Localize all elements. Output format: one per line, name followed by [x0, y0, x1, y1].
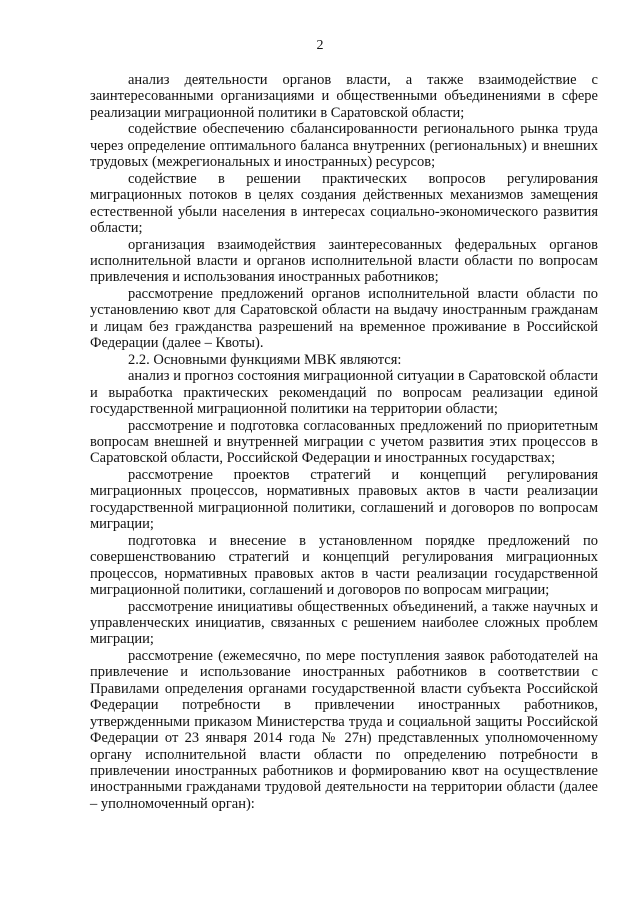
paragraph-forecast: анализ и прогноз состояния миграционной ситуации в Саратовской области и выработка практических рекомендаций по вопросам реализации единой государственной миграционной политики на территории области; [90, 368, 598, 418]
paragraph-labor-market: содействие обеспечению сбалансированности регионального рынка труда через определение оптимального баланса внутренних (региональных) и внешних трудовых (межрегиональных и иностранных) ресурсов; [90, 121, 598, 171]
paragraph-quotas: рассмотрение предложений органов исполнительной власти области по установлению квот для Саратовской области на выдачу иностранным гражданам и лицам без гражданства разрешений на временное проживание в Российской Федерации (далее – Квоты). [90, 285, 598, 352]
paragraph-initiatives: рассмотрение инициативы общественных объединений, а также научных и управленческих инициатив, связанных с решением наиболее сложных проблем миграции; [90, 598, 598, 648]
paragraph-monthly-review: рассмотрение (ежемесячно, по мере поступления заявок работодателей на привлечение и использование иностранных работников в соответствии с Правилами определения органами государственной власти субъекта Российской Федерации потребности в привлечении иностранных работников, утвержденными приказом Министерства труда и социальной защиты Российской Федерации от 23 января 2014 года № 27н) представленных уполномоченному органу исполнительной власти области по определению потребности в привлечении иностранных работников и формированию квот на осуществление иностранными гражданами трудовой деятельности на территории области (далее – уполномоченный орган): [90, 647, 598, 812]
paragraph-strategies: рассмотрение проектов стратегий и концепций регулирования миграционных процессов, нормативных правовых актов в части реализации государственной миграционной политики, соглашений и договоров по вопросам миграции; [90, 466, 598, 533]
section-heading-functions: 2.2. Основными функциями МВК являются: [128, 351, 402, 368]
paragraph-improvement: подготовка и внесение в установленном порядке предложений по совершенствованию стратегий и концепций регулирования миграционных процессов, нормативных правовых актов в части реализации государственной миграционной политики, соглашений и договоров по вопросам миграции; [90, 532, 598, 599]
paragraph-migration-flows: содействие в решении практических вопросов регулирования миграционных потоков в целях создания действенных механизмов замещения естественной убыли населения в интересах социально-экономического развития области; [90, 170, 598, 237]
page-number: 2 [316, 38, 324, 53]
paragraph-analysis: анализ деятельности органов власти, а также взаимодействие с заинтересованными организациями и общественными объединениями в сфере реализации миграционной политики в Саратовской области; [90, 72, 598, 121]
paragraph-proposals: рассмотрение и подготовка согласованных предложений по приоритетным вопросам внешней и внутренней миграции с учетом развития этих процессов в Саратовской области, Российской Федерации и иностранных государствах; [90, 417, 598, 467]
paragraph-interaction: организация взаимодействия заинтересованных федеральных органов исполнительной власти и органов исполнительной власти области по вопросам привлечения и использования иностранных работников; [90, 236, 598, 286]
document-body [90, 72, 598, 812]
